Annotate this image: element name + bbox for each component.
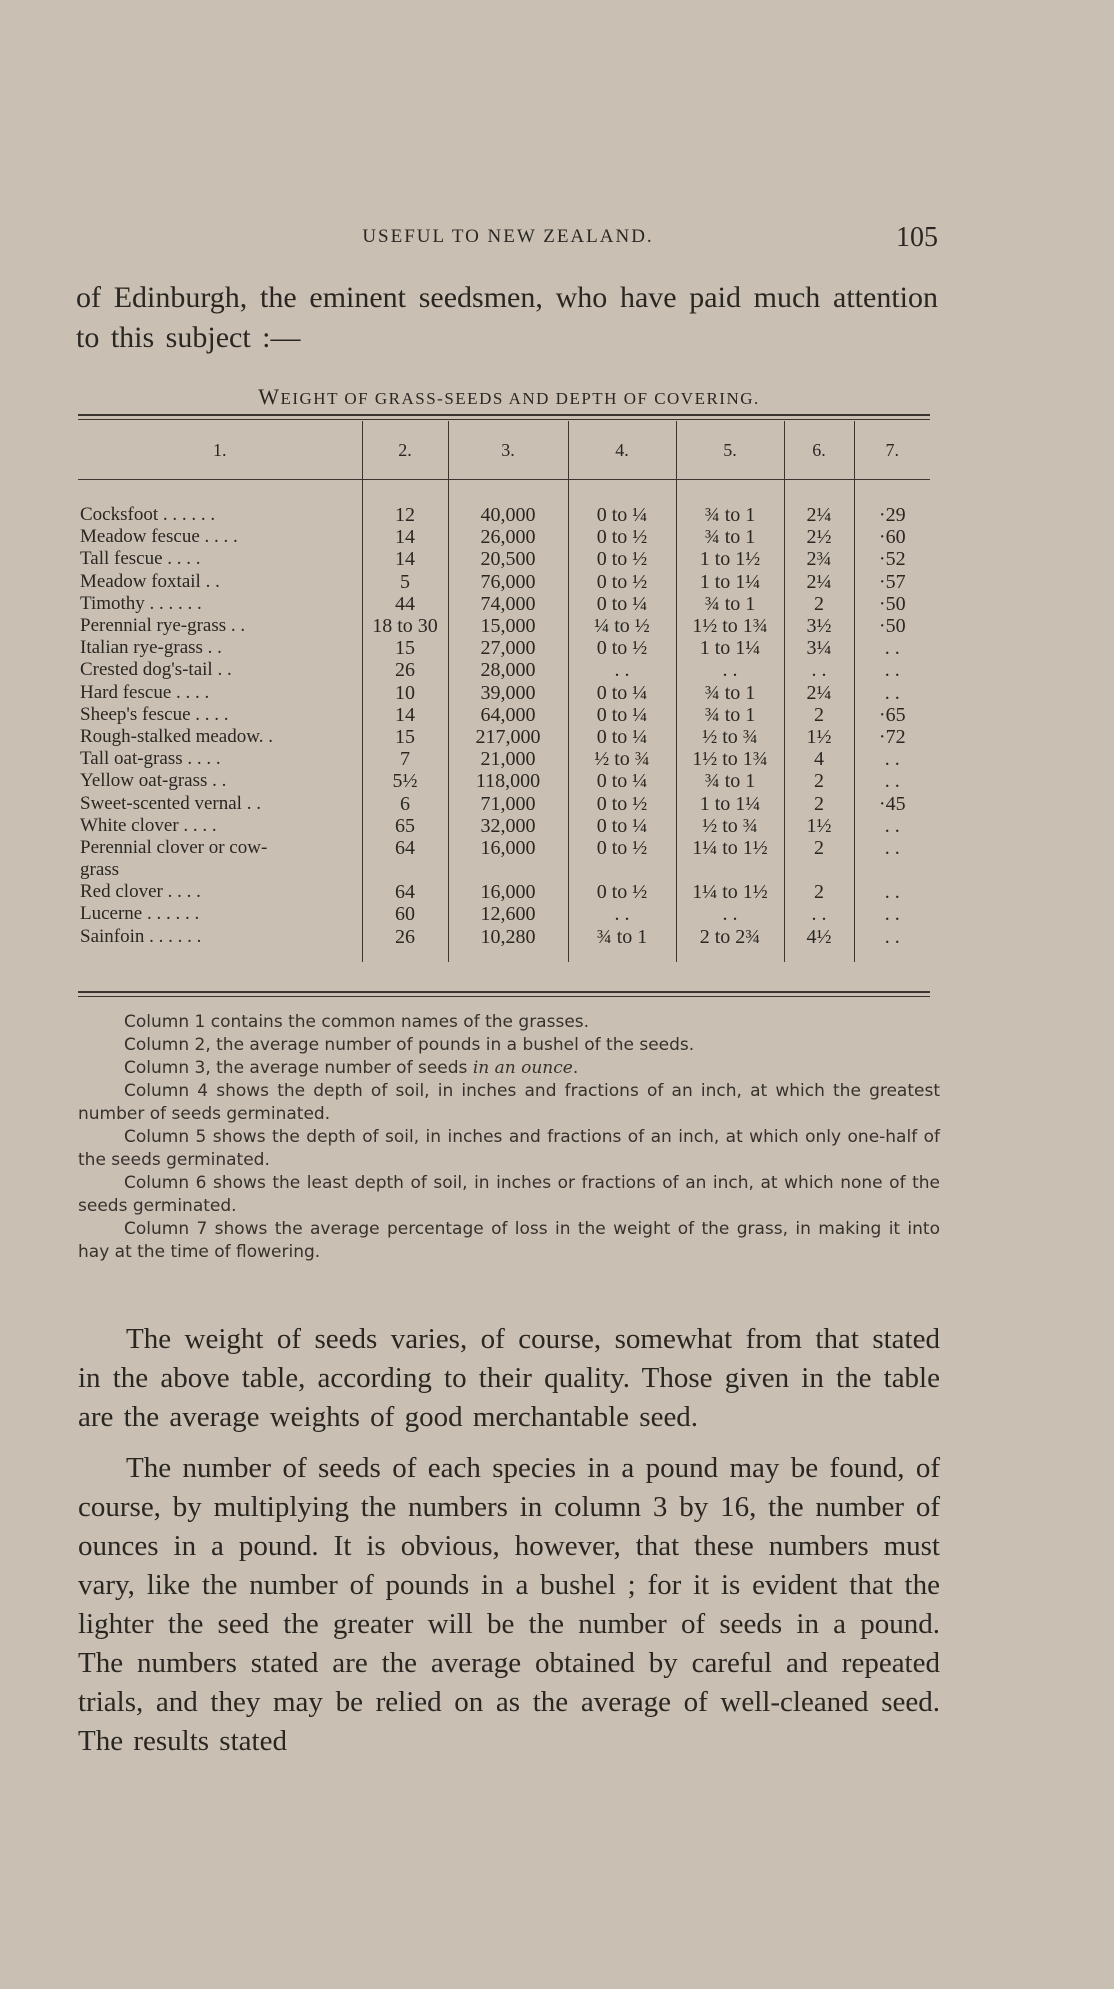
- table-bottom-rule: [78, 991, 930, 993]
- table-cell: 0 to ½: [568, 571, 676, 593]
- table-cell: 1½ to 1¾: [676, 615, 784, 637]
- table-cell: [448, 859, 568, 881]
- table-cell: . .: [784, 903, 854, 925]
- table-row: [78, 571, 930, 593]
- table-cell: 3½: [784, 615, 854, 637]
- column-header: 1.: [78, 421, 362, 480]
- table-cell: 2: [784, 704, 854, 726]
- table-cell: 0 to ¼: [568, 815, 676, 837]
- grass-name-cell: Red clover . . . .: [80, 881, 201, 903]
- table-cell: ¾ to 1: [568, 926, 676, 962]
- table-cell: 5: [362, 571, 448, 593]
- table-cell: [568, 859, 676, 881]
- table-cell: . .: [854, 748, 930, 770]
- table-cell: 1 to 1¼: [676, 571, 784, 593]
- table-cell: . .: [854, 903, 930, 925]
- table-cell: 4: [784, 748, 854, 770]
- table-cell: . .: [676, 903, 784, 925]
- table-cell: ½ to ¾: [568, 748, 676, 770]
- table-row: [78, 859, 930, 881]
- table-cell: . .: [784, 659, 854, 681]
- body-text: [78, 1320, 940, 1773]
- table-cell: ·60: [854, 526, 930, 548]
- table-cell: 3¼: [784, 637, 854, 659]
- table-cell: 71,000: [448, 792, 568, 814]
- table-row: [78, 926, 930, 962]
- table-cell: [784, 859, 854, 881]
- column-header: 2.: [362, 421, 448, 480]
- table-cell: ·52: [854, 548, 930, 570]
- table-cell: ·45: [854, 792, 930, 814]
- table-cell: 1 to 1¼: [676, 637, 784, 659]
- note-column-3-prefix: Column 3, the average number of seeds: [124, 1058, 473, 1078]
- column-header: 5.: [676, 421, 784, 480]
- table-cell: 2¼: [784, 504, 854, 526]
- table-cell: ½ to ¾: [676, 726, 784, 748]
- table-cell: ¾ to 1: [676, 504, 784, 526]
- table-cell: 1¼ to 1½: [676, 881, 784, 903]
- table-top-rule: [78, 414, 930, 416]
- table-cell: 76,000: [448, 571, 568, 593]
- table-cell: ¼ to ½: [568, 615, 676, 637]
- table-cell: 5½: [362, 770, 448, 792]
- note-column-4: Column 4 shows the depth of soil, in inches and fractions of an inch, at which the greatest number of seeds germinated.: [78, 1081, 940, 1124]
- table-spacer-row: [78, 480, 930, 505]
- table-cell: 7: [362, 748, 448, 770]
- table-row: [78, 748, 930, 770]
- grass-name-cell: Meadow fescue . . . .: [80, 526, 238, 548]
- table-row: [78, 548, 930, 570]
- note-column-6: Column 6 shows the least depth of soil, in inches or fractions of an inch, at which none of the seeds germinated.: [78, 1173, 940, 1216]
- table-cell: 2¾: [784, 548, 854, 570]
- table-cell: 0 to ¼: [568, 504, 676, 526]
- table-cell: 0 to ½: [568, 637, 676, 659]
- table-cell: 2: [784, 792, 854, 814]
- table-cell: ·65: [854, 704, 930, 726]
- grass-name-cell: Sainfoin . . . . . .: [80, 925, 202, 947]
- table-cell: ¾ to 1: [676, 593, 784, 615]
- table-cell: 26: [362, 659, 448, 681]
- table-cell: 27,000: [448, 637, 568, 659]
- table-cell: 1¼ to 1½: [676, 837, 784, 859]
- table-cell: 28,000: [448, 659, 568, 681]
- table-row: [78, 881, 930, 903]
- grass-name-cell: grass: [80, 859, 120, 881]
- table-cell: 14: [362, 526, 448, 548]
- note-column-5: Column 5 shows the depth of soil, in inches and fractions of an inch, at which only one-half of the seeds germinated.: [78, 1127, 940, 1170]
- page-number: 105: [896, 222, 938, 253]
- table-cell: . .: [568, 903, 676, 925]
- table-row: [78, 704, 930, 726]
- table-cell: 14: [362, 704, 448, 726]
- grass-name-cell: Lucerne . . . . . .: [80, 903, 200, 925]
- table-cell: 2: [784, 593, 854, 615]
- table-cell: 2½: [784, 526, 854, 548]
- grass-name-cell: White clover . . . .: [80, 814, 217, 836]
- table-cell: ·57: [854, 571, 930, 593]
- table-cell: 2: [784, 881, 854, 903]
- grass-name-cell: Meadow foxtail . .: [80, 570, 220, 592]
- grass-name-cell: Sweet-scented vernal . .: [80, 792, 261, 814]
- table-cell: 12: [362, 504, 448, 526]
- table-cell: ¾ to 1: [676, 526, 784, 548]
- grass-name-cell: Hard fescue . . . .: [80, 681, 210, 703]
- table-cell: 1 to 1¼: [676, 792, 784, 814]
- table-row: [78, 593, 930, 615]
- table-cell: 2: [784, 770, 854, 792]
- note-column-3-suffix: .: [572, 1058, 579, 1078]
- grass-name-cell: Crested dog's-tail . .: [80, 659, 232, 681]
- intro-paragraph: of Edinburgh, the eminent seedsmen, who have paid much attention to this subject :—: [76, 281, 938, 354]
- table-cell: 21,000: [448, 748, 568, 770]
- table-notes: [78, 1011, 940, 1264]
- table-cell: 74,000: [448, 593, 568, 615]
- table-caption: WEIGHT OF GRASS-SEEDS AND DEPTH OF COVERING.: [258, 384, 760, 409]
- table-cell: 26: [362, 926, 448, 962]
- table-body: [78, 480, 930, 962]
- note-column-7: Column 7 shows the average percentage of loss in the weight of the grass, in making it into hay at the time of flowering.: [78, 1219, 940, 1262]
- table-cell: . .: [854, 881, 930, 903]
- grass-name-cell: Italian rye-grass . .: [80, 637, 222, 659]
- table-cell: ·50: [854, 593, 930, 615]
- table-row: [78, 504, 930, 526]
- table-cell: 0 to ¼: [568, 593, 676, 615]
- table-cell: 12,600: [448, 903, 568, 925]
- running-title: USEFUL TO NEW ZEALAND.: [362, 226, 654, 247]
- grass-name-cell: Perennial rye-grass . .: [80, 615, 246, 637]
- table-cell: 1½ to 1¾: [676, 748, 784, 770]
- table-cell: 10: [362, 682, 448, 704]
- table-cell: 1½: [784, 815, 854, 837]
- table-cell: [854, 859, 930, 881]
- table-row: [78, 526, 930, 548]
- table-cell: 39,000: [448, 682, 568, 704]
- table-cell: ½ to ¾: [676, 815, 784, 837]
- table-cell: 64: [362, 837, 448, 859]
- grass-name-cell: Sheep's fescue . . . .: [80, 703, 229, 725]
- column-header: 7.: [854, 421, 930, 480]
- table-cell: ¾ to 1: [676, 704, 784, 726]
- table-cell: 64: [362, 881, 448, 903]
- table-cell: 0 to ¼: [568, 704, 676, 726]
- grass-name-cell: Perennial clover or cow-: [80, 836, 268, 858]
- table-cell: 32,000: [448, 815, 568, 837]
- table-cell: 14: [362, 548, 448, 570]
- table-cell: [362, 859, 448, 881]
- table-cell: 18 to 30: [362, 615, 448, 637]
- column-header: 3.: [448, 421, 568, 480]
- table-cell: ·72: [854, 726, 930, 748]
- note-column-2: Column 2, the average number of pounds in a bushel of the seeds.: [124, 1035, 695, 1055]
- table-cell: ·50: [854, 615, 930, 637]
- table-cell: 0 to ½: [568, 881, 676, 903]
- table-top-rule-inner: [78, 419, 930, 420]
- table-cell: . .: [854, 659, 930, 681]
- table-cell: 1 to 1½: [676, 548, 784, 570]
- grass-seed-table: [78, 421, 930, 962]
- table-cell: ¾ to 1: [676, 682, 784, 704]
- table-cell: . .: [676, 659, 784, 681]
- table-cell: . .: [854, 637, 930, 659]
- table-row: [78, 659, 930, 681]
- table-cell: 26,000: [448, 526, 568, 548]
- body-paragraph: The number of seeds of each species in a pound may be found, of course, by multiplying the numbers in column 3 by 16, the number of ounces in a pound. It is obvious, however, that these numbers must vary, like the number of pounds in a bushel ; for it is evident that the lighter the seed the greater will be the number of seeds in a pound. The numbers stated are the average obtained by careful and repeated trials, and they may be relied on as the average of well-cleaned seed. The results stated: [78, 1452, 940, 1757]
- table-row: [78, 837, 930, 859]
- table-cell: [676, 859, 784, 881]
- table-cell: 4½: [784, 926, 854, 962]
- table-row: [78, 903, 930, 925]
- table-cell: 2: [784, 837, 854, 859]
- table-cell: 15,000: [448, 615, 568, 637]
- table-row: [78, 792, 930, 814]
- table-cell: . .: [854, 815, 930, 837]
- note-column-3-italic: in an ounce: [472, 1058, 573, 1078]
- grass-name-cell: Yellow oat-grass . .: [80, 770, 227, 792]
- grass-name-cell: Tall fescue . . . .: [80, 548, 201, 570]
- table-cell: 0 to ½: [568, 548, 676, 570]
- table-cell: 2 to 2¾: [676, 926, 784, 962]
- table-row: [78, 815, 930, 837]
- table-cell: . .: [854, 770, 930, 792]
- table-cell: 0 to ¼: [568, 682, 676, 704]
- table-cell: ·29: [854, 504, 930, 526]
- table-row: [78, 726, 930, 748]
- table-cell: 16,000: [448, 881, 568, 903]
- grass-name-cell: Timothy . . . . . .: [80, 592, 202, 614]
- table-cell: 40,000: [448, 504, 568, 526]
- table-cell: 2¼: [784, 571, 854, 593]
- table-cell: 0 to ¼: [568, 770, 676, 792]
- table-cell: 15: [362, 726, 448, 748]
- table-row: [78, 637, 930, 659]
- table-cell: 1½: [784, 726, 854, 748]
- running-head: [78, 222, 938, 256]
- table-cell: 60: [362, 903, 448, 925]
- table-cell: 0 to ¼: [568, 726, 676, 748]
- table-cell: ¾ to 1: [676, 770, 784, 792]
- column-header: 4.: [568, 421, 676, 480]
- table-bottom-rule-inner: [78, 996, 930, 997]
- table-cell: . .: [568, 659, 676, 681]
- grass-name-cell: Cocksfoot . . . . . .: [80, 504, 216, 526]
- note-column-3: [78, 1057, 940, 1080]
- table-cell: 65: [362, 815, 448, 837]
- body-paragraph: The weight of seeds varies, of course, somewhat from that stated in the above table, according to their quality. Those given in the table are the average weights of good merchantable seed.: [78, 1323, 940, 1433]
- table-cell: 10,280: [448, 926, 568, 962]
- table-cell: 16,000: [448, 837, 568, 859]
- table-row: [78, 770, 930, 792]
- table-cell: . .: [854, 837, 930, 859]
- grass-name-cell: Rough-stalked meadow. .: [80, 725, 273, 747]
- table-cell: . .: [854, 926, 930, 962]
- table-cell: 44: [362, 593, 448, 615]
- table-cell: 20,500: [448, 548, 568, 570]
- table-cell: 6: [362, 792, 448, 814]
- column-header: 6.: [784, 421, 854, 480]
- table-cell: 0 to ½: [568, 526, 676, 548]
- table-cell: 64,000: [448, 704, 568, 726]
- table-header-row: [78, 421, 930, 480]
- grass-name-cell: Tall oat-grass . . . .: [80, 748, 221, 770]
- table-row: [78, 615, 930, 637]
- table-cell: 15: [362, 637, 448, 659]
- table-cell: 0 to ½: [568, 837, 676, 859]
- table-cell: 0 to ½: [568, 792, 676, 814]
- table-row: [78, 682, 930, 704]
- table-cell: 118,000: [448, 770, 568, 792]
- note-column-1: Column 1 contains the common names of the grasses.: [124, 1012, 590, 1032]
- table-cell: 217,000: [448, 726, 568, 748]
- table-cell: 2¼: [784, 682, 854, 704]
- table-cell: . .: [854, 682, 930, 704]
